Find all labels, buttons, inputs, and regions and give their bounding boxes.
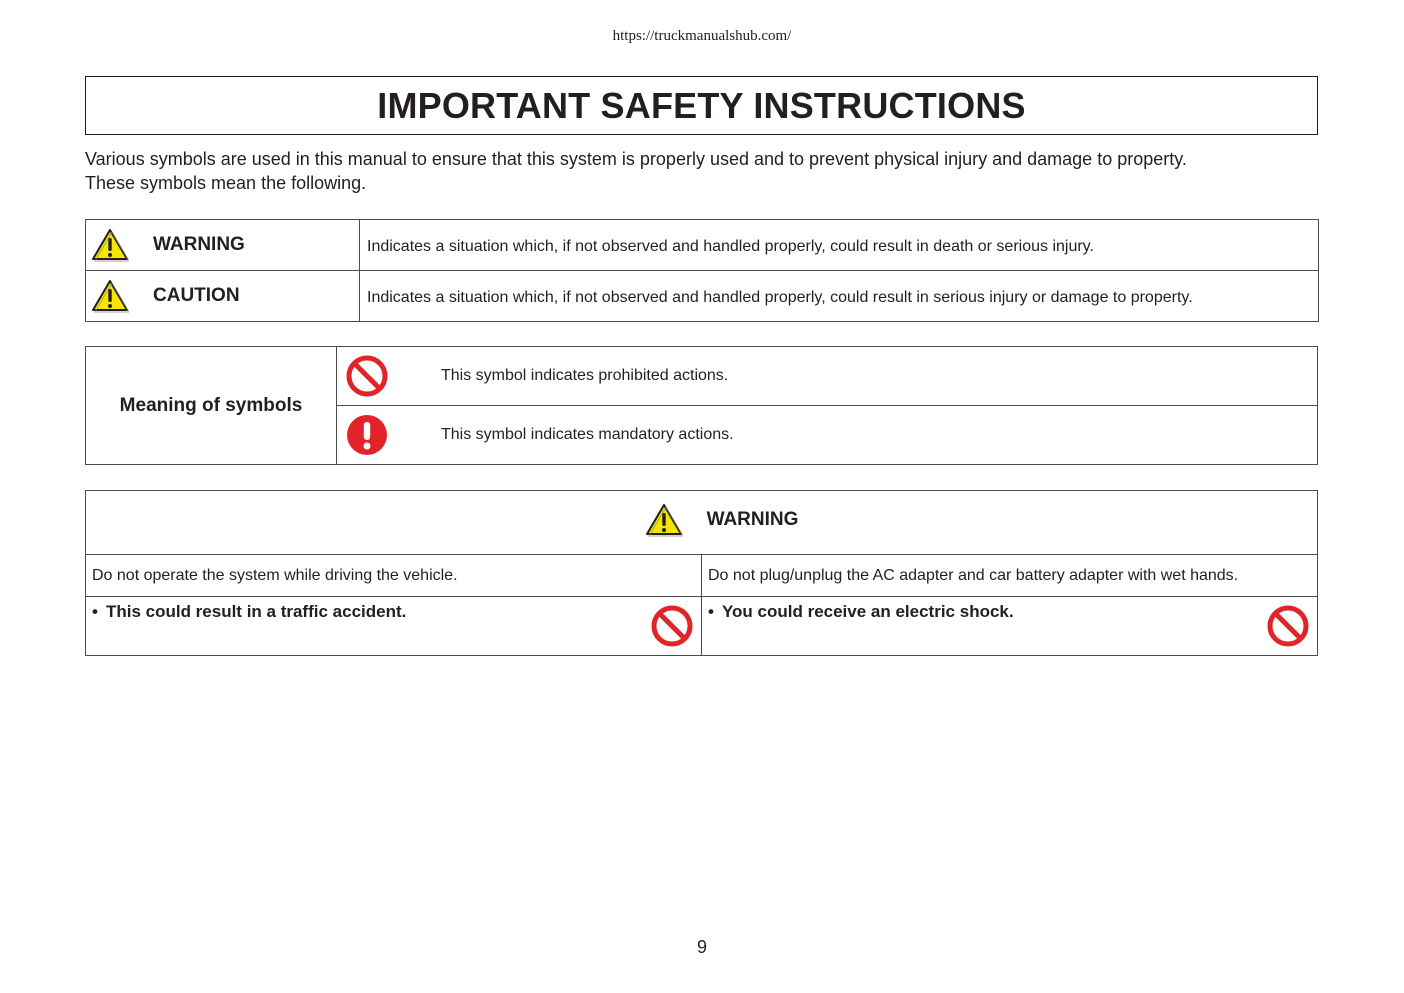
warning-rule: Do not plug/unplug the AC adapter and car battery adapter with wet hands. [702,555,1318,597]
symbol-description: This symbol indicates mandatory actions. [441,426,734,443]
warning-triangle-icon [645,503,683,537]
symbol-description: This symbol indicates prohibited actions. [441,367,729,384]
source-url: https://truckmanualshub.com/ [612,28,792,44]
signal-description: Indicates a situation which, if not observed and handled properly, could result in serious injury or damage to property. [360,271,1319,322]
warning-triangle-icon [91,279,129,313]
warning-reason-cell [86,597,702,656]
bullet: • [708,602,714,621]
symbol-row-mandatory [337,406,1318,465]
symbols-table [85,346,1318,465]
prohibited-icon [345,354,441,398]
warning-reason: You could receive an electric shock. [721,602,1014,621]
mandatory-icon [345,413,441,457]
page-number: 9 [696,937,707,957]
signal-description: Indicates a situation which, if not observed and handled properly, could result in death or serious injury. [360,220,1319,271]
intro-text [85,147,1325,195]
warning-rule: Do not operate the system while driving the vehicle. [86,555,702,597]
table-row [86,347,1318,406]
signal-word-table [85,219,1319,322]
table-row [86,491,1318,555]
page-title: IMPORTANT SAFETY INSTRUCTIONS [377,84,1026,126]
table-row [86,597,1318,656]
bullet: • [92,602,98,621]
table-row [86,220,1319,271]
warning-reason: This could result in a traffic accident. [105,602,407,621]
warning-box-header [86,491,1318,555]
warning-triangle-icon [91,228,129,262]
symbols-heading: Meaning of symbols [86,347,337,465]
prohibited-icon [1266,604,1310,648]
warning-box [85,490,1318,656]
prohibited-icon [650,604,694,648]
title-box [85,76,1318,135]
symbol-row-prohibited [337,347,1318,406]
table-row [86,271,1319,322]
table-row [86,555,1318,597]
warning-box-heading: WARNING [706,509,799,530]
intro-line-2: These symbols mean the following. [85,173,367,193]
warning-reason-cell [702,597,1318,656]
signal-word: WARNING [153,234,245,255]
signal-word-cell [86,220,360,271]
signal-word: CAUTION [153,285,240,306]
intro-line-1: Various symbols are used in this manual to ensure that this system is properly used and to prevent physical injury and damage to property. [85,149,1187,169]
signal-word-cell [86,271,360,322]
